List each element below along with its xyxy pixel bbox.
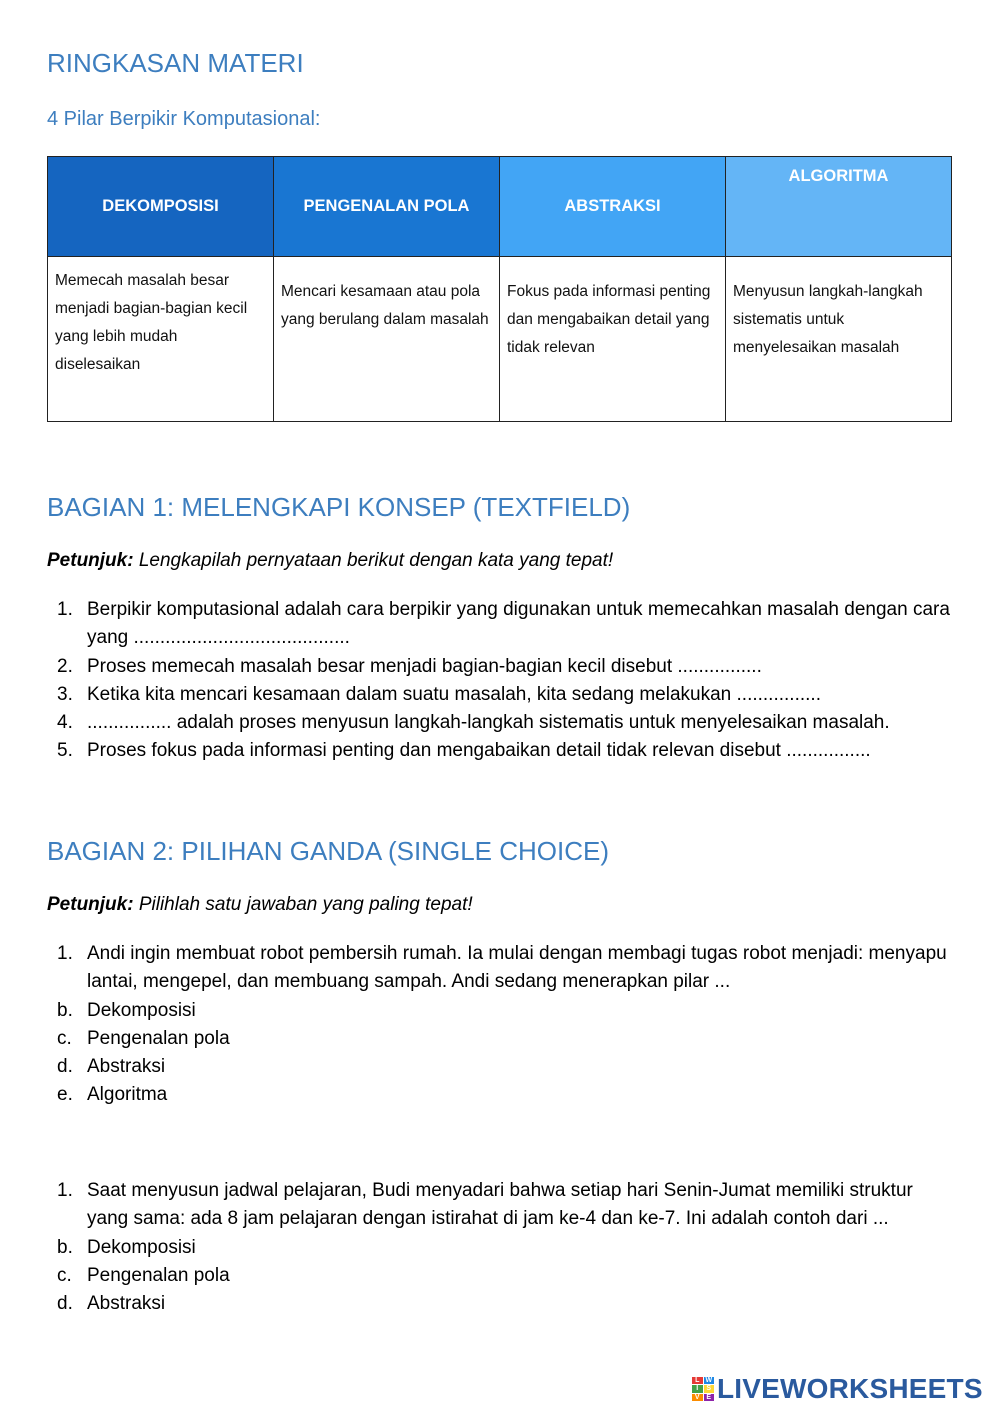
fill-item-text: Ketika kita mencari kesamaan dalam suatu masalah, kita sedang melakukan ................: [87, 683, 821, 705]
question-1-option-d[interactable]: [47, 1053, 952, 1081]
fill-item-2: [47, 653, 952, 681]
fill-item-4: [47, 709, 952, 737]
question-text: Andi ingin membuat robot pembersih rumah. Ia mulai dengan membagi tugas robot menjadi: menyapu lantai, mengepel, dan membuang sampah. Andi sedang menerapkan pilar ...: [87, 943, 947, 993]
part1-instruction: [47, 550, 613, 572]
question-1-list: [47, 940, 952, 1110]
pillar-desc-pengenalan-pola: Mencari kesamaan atau pola yang berulang dalam masalah: [274, 257, 500, 422]
option-text: Dekomposisi: [87, 999, 196, 1021]
pillar-header-abstraksi: ABSTRAKSI: [500, 157, 726, 257]
pillar-desc-abstraksi: Fokus pada informasi penting dan mengabaikan detail yang tidak relevan: [500, 257, 726, 422]
list-marker: b.: [57, 999, 73, 1021]
part2-title: BAGIAN 2: PILIHAN GANDA (SINGLE CHOICE): [47, 836, 610, 866]
fill-item-3: [47, 681, 952, 709]
list-marker: 1.: [57, 599, 73, 620]
question-2-list: [47, 1177, 952, 1318]
fill-item-1: [47, 596, 952, 653]
fill-item-text: Proses memecah masalah besar menjadi bagian-bagian kecil disebut ................: [87, 655, 762, 677]
question-2-option-d[interactable]: [47, 1290, 952, 1318]
question-1-stem: [47, 940, 952, 997]
summary-title: RINGKASAN MATERI: [47, 48, 304, 78]
logo-mark-cell: V: [692, 1394, 703, 1401]
pillar-header-pengenalan-pola: PENGENALAN POLA: [274, 157, 500, 257]
list-marker: c.: [57, 1027, 72, 1049]
fill-item-text: Berpikir komputasional adalah cara berpikir yang digunakan untuk memecahkan masalah dengan cara yang .........................................: [87, 599, 950, 649]
part1-title: BAGIAN 1: MELENGKAPI KONSEP (TEXTFIELD): [47, 492, 631, 522]
pillars-header-row: [48, 157, 952, 257]
pillar-desc-dekomposisi: Memecah masalah besar menjadi bagian-bagian kecil yang lebih mudah diselesaikan: [48, 257, 274, 422]
list-marker: 1.: [57, 1180, 73, 1201]
question-2-stem: [47, 1177, 952, 1234]
part2-instruction-label: Petunjuk:: [47, 894, 134, 915]
question-1-option-b[interactable]: [47, 997, 952, 1025]
part1-instruction-label: Petunjuk:: [47, 550, 134, 571]
option-text: Pengenalan pola: [87, 1264, 230, 1286]
option-text: Dekomposisi: [87, 1236, 196, 1258]
pillars-table: [47, 156, 952, 422]
logo-mark-cell: L: [692, 1377, 703, 1384]
liveworksheets-logo-icon: [692, 1377, 714, 1401]
logo-mark-cell: S: [704, 1385, 715, 1392]
part1-instruction-text: Lengkapilah pernyataan berikut dengan kata yang tepat!: [133, 550, 614, 571]
question-2-option-c[interactable]: [47, 1262, 952, 1290]
list-marker: 1.: [57, 943, 73, 964]
list-marker: 3.: [57, 683, 73, 705]
list-marker: 2.: [57, 655, 73, 677]
option-text: Abstraksi: [87, 1056, 166, 1078]
list-marker: d.: [57, 1293, 73, 1315]
liveworksheets-logo-text: LIVEWORKSHEETS: [717, 1373, 983, 1404]
pillars-description-row: [48, 257, 952, 422]
list-marker: c.: [57, 1264, 72, 1286]
list-marker: e.: [57, 1084, 73, 1106]
fill-item-text: Proses fokus pada informasi penting dan mengabaikan detail tidak relevan disebut ................: [87, 740, 871, 762]
part2-instruction-text: Pilihlah satu jawaban yang paling tepat!: [133, 894, 473, 915]
fill-item-text: ................ adalah proses menyusun langkah-langkah sistematis untuk menyelesaikan masalah.: [87, 712, 890, 734]
question-text: Saat menyusun jadwal pelajaran, Budi menyadari bahwa setiap hari Senin-Jumat memiliki struktur yang sama: ada 8 jam pelajaran dengan istirahat di jam ke-4 dan ke-7. Ini adalah contoh dari ...: [87, 1180, 913, 1230]
pillar-header-algoritma: ALGORITMA: [726, 157, 952, 257]
part1-list: [47, 596, 952, 766]
question-1-option-c[interactable]: [47, 1025, 952, 1053]
option-text: Abstraksi: [87, 1293, 166, 1315]
question-1-option-e[interactable]: [47, 1081, 952, 1109]
list-marker: d.: [57, 1056, 73, 1078]
list-marker: 5.: [57, 740, 73, 762]
logo-mark-cell: I: [692, 1385, 703, 1392]
liveworksheets-logo[interactable]: [692, 1374, 983, 1404]
logo-mark-cell: W: [705, 1377, 713, 1384]
logo-mark-cell: E: [704, 1394, 715, 1401]
option-text: Algoritma: [87, 1084, 168, 1106]
list-marker: b.: [57, 1236, 73, 1258]
pillar-desc-algoritma: Menyusun langkah-langkah sistematis untuk menyelesaikan masalah: [726, 257, 952, 422]
option-text: Pengenalan pola: [87, 1027, 230, 1049]
summary-subtitle: 4 Pilar Berpikir Komputasional:: [47, 108, 321, 130]
fill-item-5: [47, 737, 952, 765]
question-2-option-b[interactable]: [47, 1234, 952, 1262]
pillar-header-dekomposisi: DEKOMPOSISI: [48, 157, 274, 257]
part2-instruction: [47, 894, 473, 916]
list-marker: 4.: [57, 712, 73, 734]
